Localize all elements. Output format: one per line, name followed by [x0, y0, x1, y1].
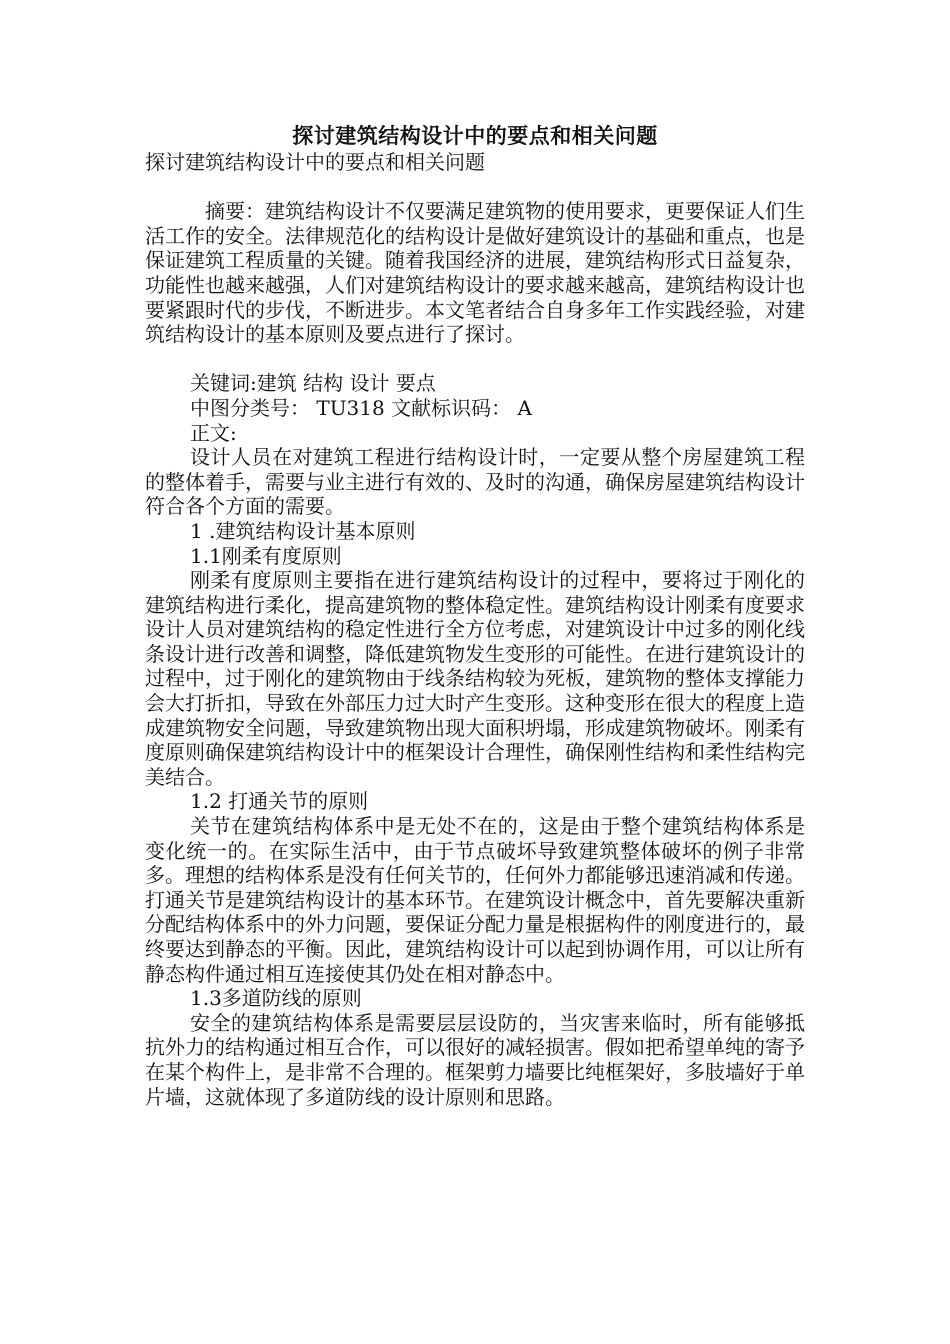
classification-line: 中图分类号： TU318 文献标识码： A: [190, 395, 532, 420]
section-1-1-heading: 1.1刚柔有度原则: [190, 543, 342, 568]
section-1-heading: 1 .建筑结构设计基本原则: [190, 518, 416, 543]
abstract-paragraph: 摘要：建筑结构设计不仅要满足建筑物的使用要求，更要保证人们生活工作的安全。法律规范化的结构设计是做好建筑设计的基础和重点，也是保证建筑工程质量的关键。随着我国经济的进展，建筑结构形式日益复杂，功能性也越来越强，人们对建筑结构设计的要求越来越高，建筑结构设计也要紧跟时代的步伐，不断进步。本文笔者结合自身多年工作实践经验，对建筑结构设计的基本原则及要点进行了探讨。: [145, 199, 805, 347]
section-1-3-paragraph: 安全的建筑结构体系是需要层层设防的，当灾害来临时，所有能够抵抗外力的结构通过相互合作，可以很好的减轻损害。假如把希望单纯的寄予在某个构件上，是非常不合理的。框架剪力墙要比纯框架好，多肢墙好于单片墙，这就体现了多道防线的设计原则和思路。: [145, 1010, 805, 1109]
section-1-2-paragraph: 关节在建筑结构体系中是无处不在的，这是由于整个建筑结构体系是变化统一的。在实际生活中，由于节点破坏导致建筑整体破坏的例子非常多。理想的结构体系是没有任何关节的，任何外力都能够迅速消减和传递。打通关节是建筑结构设计的基本环节。在建筑设计概念中，首先要解决重新分配结构体系中的外力问题，要保证分配力量是根据构件的刚度进行的，最终要达到静态的平衡。因此，建筑结构设计可以起到协调作用，可以让所有静态构件通过相互连接使其仍处在相对静态中。: [145, 814, 805, 986]
blank-line: [145, 175, 805, 200]
document-title: 探讨建筑结构设计中的要点和相关问题: [292, 123, 658, 148]
section-1-1-paragraph: 刚柔有度原则主要指在进行建筑结构设计的过程中，要将过于刚化的建筑结构进行柔化，提高建筑物的整体稳定性。建筑结构设计刚柔有度要求设计人员对建筑结构的稳定性进行全方位考虑，对建筑设计中过多的刚化线条设计进行改善和调整，降低建筑物发生变形的可能性。在进行建筑设计的过程中，过于刚化的建筑物由于线条结构较为死板，建筑物的整体支撑能力会大打折扣，导致在外部压力过大时产生变形。这种变形在很大的程度上造成建筑物安全问题，导致建筑物出现大面积坍塌，形成建筑物破坏。刚柔有度原则确保建筑结构设计中的框架设计合理性，确保刚性结构和柔性结构完美结合。: [145, 568, 805, 789]
body-label: 正文:: [190, 420, 237, 445]
section-1-2-heading: 1.2 打通关节的原则: [190, 789, 369, 814]
section-1-3-heading: 1.3多道防线的原则: [190, 986, 362, 1011]
document-body: [145, 150, 805, 1109]
document-subtitle: 探讨建筑结构设计中的要点和相关问题: [145, 150, 485, 174]
keywords-line: 关键词:建筑 结构 设计 要点: [190, 371, 436, 396]
blank-line: [145, 347, 805, 372]
intro-paragraph: 设计人员在对建筑工程进行结构设计时，一定要从整个房屋建筑工程的整体着手，需要与业主进行有效的、及时的沟通，确保房屋建筑结构设计符合各个方面的需要。: [145, 445, 805, 519]
